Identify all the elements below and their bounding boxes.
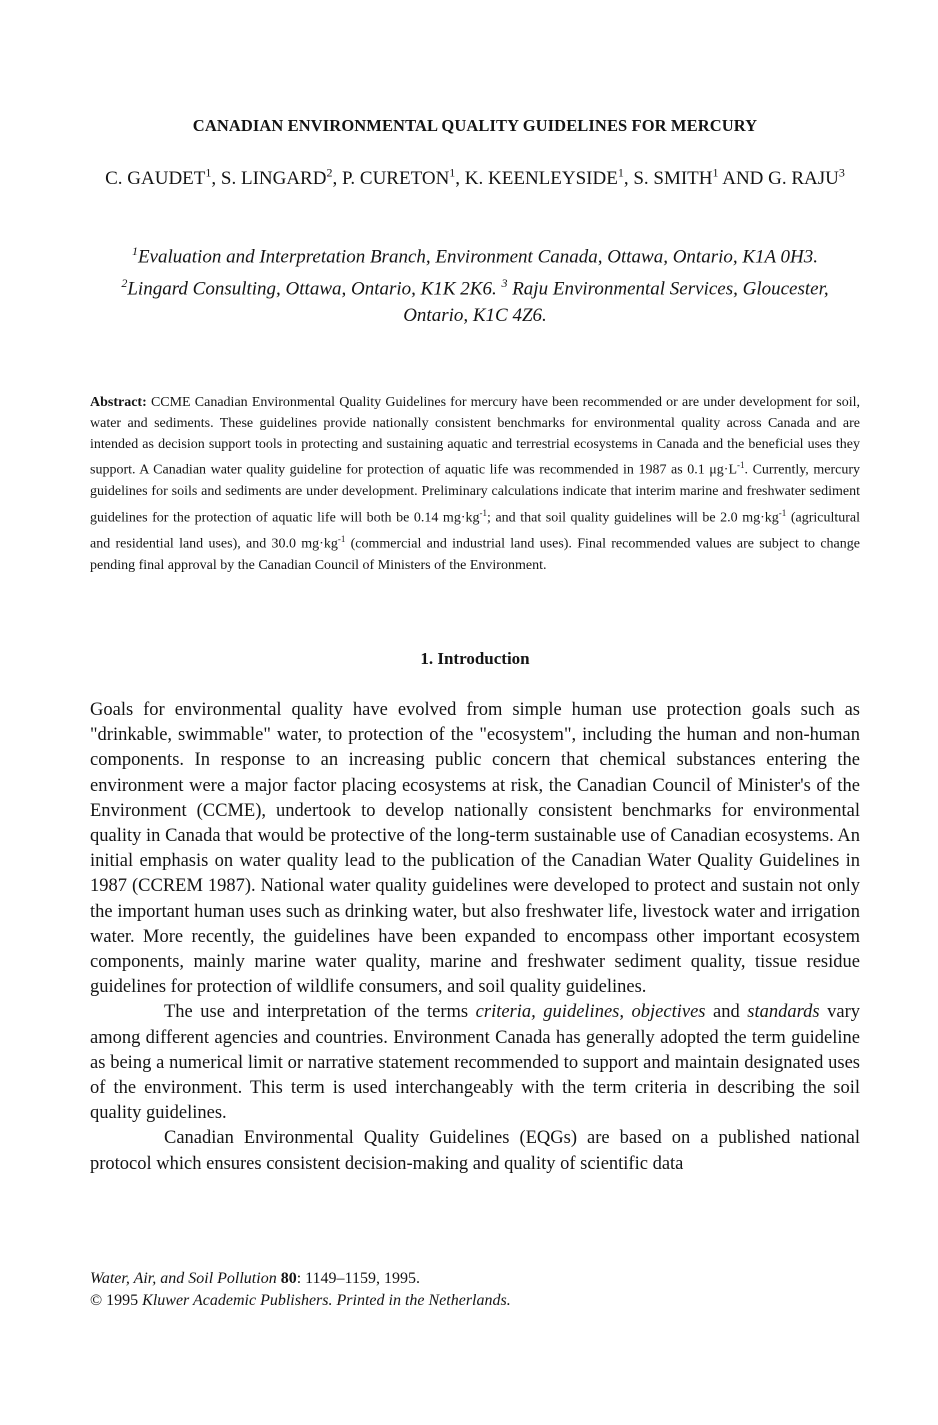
affiliation-mark: 1 (131, 244, 138, 258)
abstract-label: Abstract: (90, 395, 147, 410)
citation-line: Water, Air, and Soil Pollution 80: 1149–1159, 1995. (90, 1270, 420, 1287)
paper-title: CANADIAN ENVIRONMENTAL QUALITY GUIDELINES FOR MERCURY (192, 116, 758, 135)
author: S. LINGARD$^2$, (220, 166, 342, 190)
abstract: Abstract: CCME Canadian Environmental Quality Guidelines for mercury have been recommended or are under development for soil, water and sediments. These guidelines provide nationally consistent benchmarks for environmental quality across Canada and are intended as decision support tools in protecting and sustaining aquatic and terrestrial ecosystems in Canada and the beneficial uses they support. A Canadian water quality guideline for protection of aquatic life was recommended in 1987 as 0.1 $\mu g\cdot L^{-1}$. Currently, mercury guidelines for soils and sediments are under development. Preliminary calculations indicate that interim marine and freshwater sediment guidelines for the protection of aquatic life will both be 0.14 $mg\cdot kg^{-1}$; and that soil quality guidelines will be 2.0 $mg\cdot kg^{-1}$ (agricultural and residential land uses), and 30.0 $mg\cdot kg^{-1}$ (commercial and industrial land uses). Final recommended values are subject to change pending final approval by the Canadian Council of Ministers of the Environment. (90, 395, 861, 573)
paragraph: Goals for environmental quality have evolved from simple human use protection goals such as "drinkable, swimmable" water, to protection of the "ecosystem", including the human and non-human components. In response to an increasing public concern that chemical substances entering the environment were a major factor placing ecosystems at risk, the Canadian Council of Minister's of the Environment (CCME), undertook to develop nationally consistent benchmarks for environmental quality in Canada that would be protective of the long-term sustainable use of Canadian ecosystems. An initial emphasis on water quality lead to the publication of the Canadian Water Quality Guidelines in 1987 (CCREM 1987). National water quality guidelines were developed to protect and sustain not only the important human uses such as drinking water, but also freshwater life, livestock water and irrigation water. More recently, the guidelines have been expanded to encompass other important ecosystem components, mainly marine water quality, marine and freshwater sediment quality, tissue residue guidelines for protection of wildlife consumers, and soil quality guidelines. (90, 700, 860, 998)
affiliation-3: Raju Environmental Services, Gloucester, Ontario, K1C 4Z6. (403, 278, 829, 326)
author: K. KEENLEYSIDE$^1$, (464, 166, 634, 190)
affiliation-2: Lingard Consulting, Ottawa, Ontario, K1K 2K6. (127, 278, 497, 300)
affiliation-mark: 1 (617, 166, 624, 180)
affiliation-mark: 2 (326, 166, 333, 180)
affiliation-1: Evaluation and Interpretation Branch, Environment Canada, Ottawa, Ontario, K1A 0H3. (137, 246, 819, 268)
copyright-line: © 1995 Kluwer Academic Publishers. Printed in the Netherlands. (90, 1292, 511, 1309)
author: P. CURETON$^1$, (341, 166, 465, 190)
affiliation-mark: 3 (838, 166, 845, 180)
section-heading: 1. Introduction (420, 649, 530, 668)
affiliation-mark: 1 (449, 166, 456, 180)
author-list (90, 160, 860, 192)
affiliation-mark: 2 (121, 276, 128, 291)
introduction-body (90, 698, 860, 1177)
author: G. RAJU$^3$ (768, 166, 845, 190)
paragraph: Canadian Environmental Quality Guidelines (EQGs) are based on a published national protocol which ensures consistent decision-making and quality of scientific data (90, 1128, 860, 1174)
affiliation-mark: 1 (205, 166, 212, 180)
affiliation-mark: 3 (501, 276, 508, 291)
author: S. SMITH$^1$ AND (633, 166, 769, 190)
paragraph: The use and interpretation of the terms criteria, guidelines, objectives and standards vary among different agencies and countries. Environment Canada has generally adopted the term guideline as being a numerical limit or narrative statement recommended to support and maintain designated uses of the environment. This term is used interchangeably with the term criteria in describing the soil quality guidelines. (90, 1002, 861, 1124)
page-footer (90, 1268, 790, 1312)
affiliations (90, 238, 860, 329)
affiliation-mark: 1 (712, 166, 719, 180)
author: C. GAUDET$^1$, (105, 166, 221, 190)
